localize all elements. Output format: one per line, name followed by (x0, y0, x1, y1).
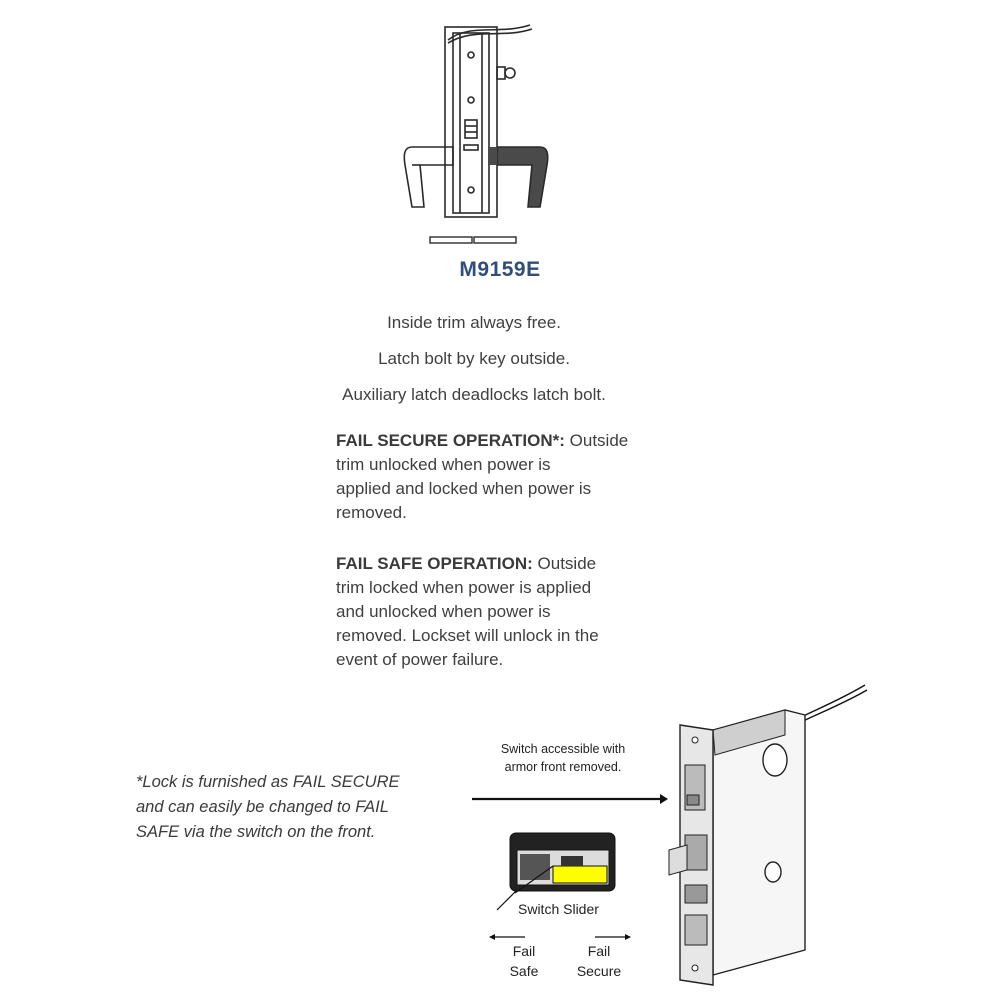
fail-safe-description (336, 552, 636, 672)
fail-secure-text: applied and locked when power is (336, 479, 592, 498)
feature-line: Latch bolt by key outside. (378, 349, 570, 368)
fail-safe-label-line: Fail (512, 943, 536, 959)
fail-safe-text: trim locked when power is applied (336, 578, 592, 597)
footnote-line: *Lock is furnished as FAIL SECURE (136, 773, 400, 791)
fail-safe-text: event of power failure. (336, 650, 504, 669)
feature-line: Inside trim always free. (387, 313, 561, 332)
fail-secure-footnote (136, 770, 436, 845)
switch-access-note (478, 740, 648, 776)
fail-safe-direction-label (494, 941, 554, 981)
lockset-diagram (390, 15, 560, 250)
feature-line: Auxiliary latch deadlocks latch bolt. (342, 385, 606, 404)
fail-safe-text: Outside (537, 554, 597, 573)
fail-secure-title: FAIL SECURE OPERATION*: (336, 431, 565, 450)
switch-slider-label: Switch Slider (518, 901, 599, 917)
switch-access-line: Switch accessible with (500, 742, 626, 756)
fail-secure-label-line: Fail (587, 943, 611, 959)
model-title: M9159E (459, 258, 541, 281)
fail-secure-text: trim unlocked when power is (336, 455, 551, 474)
fail-safe-title: FAIL SAFE OPERATION: (336, 554, 533, 573)
fail-safe-label-line: Safe (509, 963, 539, 979)
switch-access-line: armor front removed. (504, 760, 622, 774)
fail-safe-text: and unlocked when power is (336, 602, 551, 621)
fail-secure-text: Outside (569, 431, 629, 450)
fail-secure-direction-label (569, 941, 629, 981)
footnote-line: and can easily be changed to FAIL (136, 798, 389, 816)
fail-secure-label-line: Secure (576, 963, 622, 979)
fail-secure-description (336, 429, 636, 525)
footnote-line: SAFE via the switch on the front. (136, 823, 376, 841)
fail-secure-text: removed. (336, 503, 407, 522)
fail-safe-text: removed. Lockset will unlock in the (336, 626, 599, 645)
